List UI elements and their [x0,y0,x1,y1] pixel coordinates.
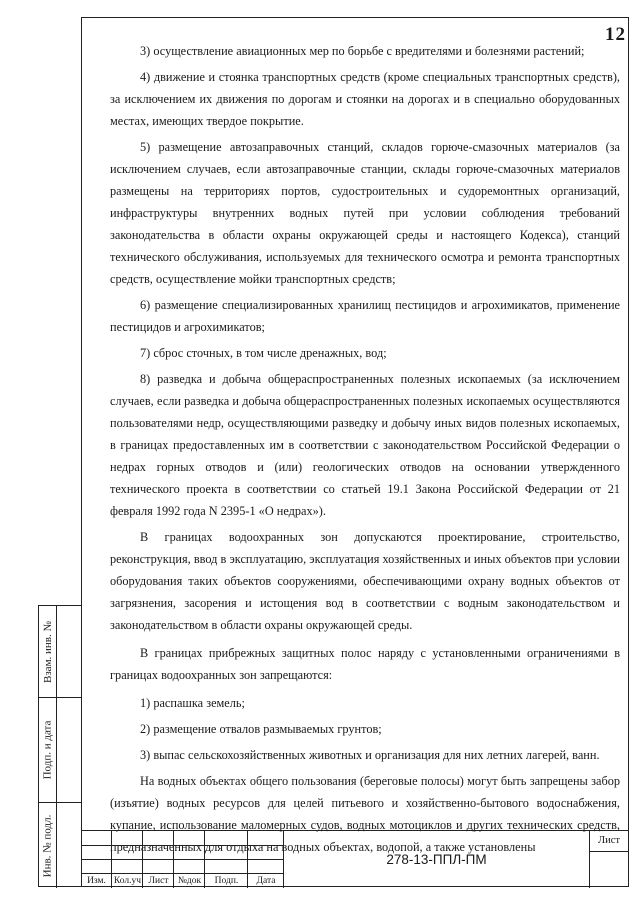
title-block [81,830,629,887]
paragraph: 8) разведка и добыча общераспространенных полезных ископаемых (за исключением случаев, если разведка и добыча общераспространенных полезных ископаемых осуществляются пользователями недр, осуществляющими разведку и добычу иных видов полезных ископаемых, в границах предоставленных им в соответствии с законодательством Российской Федерации о недрах горных отводов и (или) геологических отводов на основании утвержденного технического проекта в соответствии со статьей 19.1 Закона Российской Федерации от 21 февраля 1992 года N 2395-1 «О недрах»). [110,372,620,518]
document-body [110,40,620,864]
header-data: Дата [256,876,276,886]
paragraph: 5) размещение автозаправочных станций, складов горюче-смазочных материалов (за исключением случаев, если автозаправочные станции, склады горюче-смазочных материалов размещены на территориях портов, судостроительных и судоремонтных организаций, инфраструктуры внутренних водных путей при условии соблюдения требований законодательства в области охраны окружающей среды и настоящего Кодекса), станций технического обслуживания, используемых для технического осмотра и ремонта транспортных средств, осуществление мойки транспортных средств; [110,140,620,286]
paragraph: На водных объектах общего пользования (береговые полосы) могут быть запрещены забор (изъятие) водных ресурсов для целей питьевого и хозяйственно-бытового водоснабжения, купание, использование маломерных судов, водных мотоциклов и других технических средств, предназначенных для отдыха на водных объектах, водопой, а также установлены [110,774,620,854]
paragraph: В границах водоохранных зон допускаются проектирование, строительство, реконструкция, ввод в эксплуатацию, эксплуатация хозяйственных и иных объектов при условии оборудования таких объектов сооружениями, обеспечивающими охрану водных объектов от загрязнения, засорения и истощения вод в соответствии с водным законодательством и законодательством в области охраны окружающей среды. [110,530,620,632]
page-number: 12 [605,24,626,45]
paragraph: 3) осуществление авиационных мер по борьбе с вредителями и болезнями растений; [140,44,585,58]
side-label-inv: Инв. № подл. [41,814,54,877]
header-podp: Подп. [214,876,239,886]
paragraph: 3) выпас сельскохозяйственных животных и организация для них летних лагерей, ванн. [140,748,600,762]
paragraph: В границах прибрежных защитных полос наряду с установленными ограничениями в границах водоохранных зон запрещаются: [110,646,620,682]
header-izm: Изм. [87,876,106,886]
side-label-vzam: Взам. инв. № [41,620,54,683]
document-code: 278-13-ППЛ-ПМ [284,831,590,888]
paragraph: 1) распашка земель; [140,696,245,710]
side-stamp-strip [38,605,81,887]
header-kol-uch: Кол.уч [113,876,142,886]
side-cell-vzam [39,606,81,698]
sheet-label: Лист [589,831,629,852]
sheet-box [589,831,629,888]
side-cell-inv [39,803,81,888]
side-cell-podp [39,698,81,803]
side-label-podp: Подп. и дата [41,720,54,780]
header-list: Лист [148,876,169,886]
header-ndok: №док [177,876,202,886]
paragraph: 7) сброс сточных, в том числе дренажных, вод; [140,346,387,360]
paragraph: 4) движение и стоянка транспортных средств (кроме специальных транспортных средств), за исключением их движения по дорогам и стоянки на дорогах и в специально оборудованных местах, имеющих твердое покрытие. [110,70,620,128]
paragraph: 2) размещение отвалов размываемых грунтов; [140,722,382,736]
revision-grid [81,831,284,888]
paragraph: 6) размещение специализированных хранилищ пестицидов и агрохимикатов, применение пестицидов и агрохимикатов; [110,298,620,334]
